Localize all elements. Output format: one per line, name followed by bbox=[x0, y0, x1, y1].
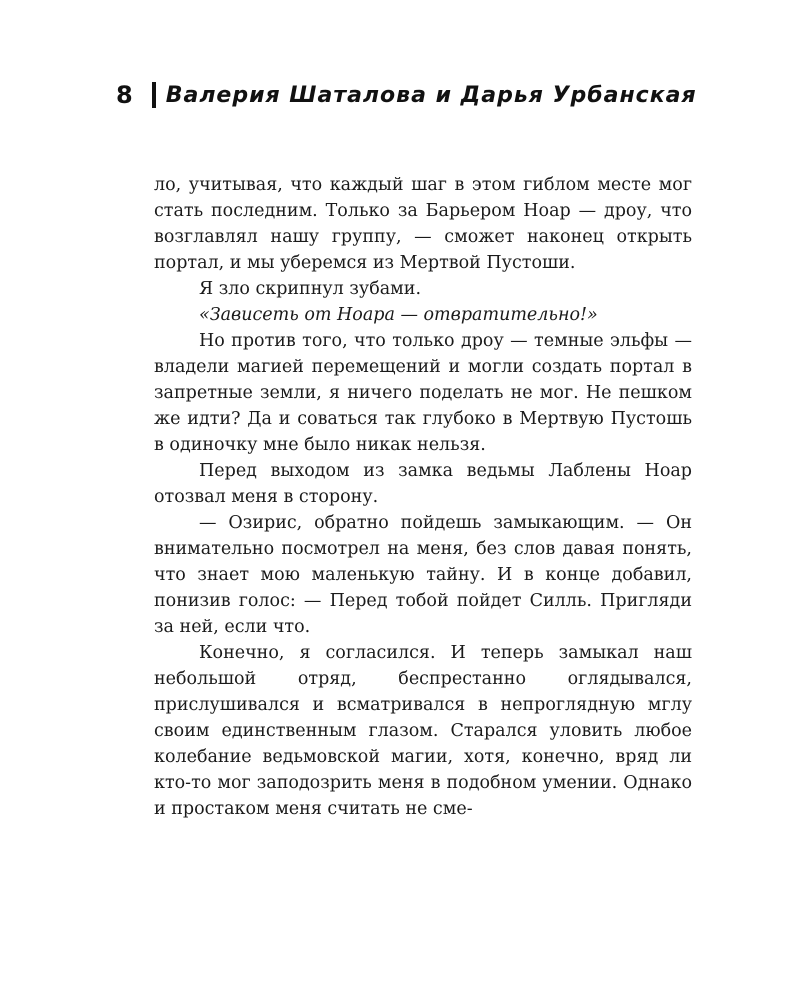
paragraph-continuation: ло, учитывая, что каждый шаг в этом гиблом месте мог стать последним. Только за Барьером Ноар — дроу, что возглавлял нашу группу, — сможет наконец открыть портал, и мы уберемся из Мертвой Пустоши. bbox=[154, 175, 692, 273]
paragraph-dialogue: — Озирис, обратно пойдешь замыкающим. — Он внимательно посмотрел на меня, без слов давая понять, что знает мою маленькую тайну. И в конце добавил, понизив голос: — Перед тобой пойдет Силль. Пригляди за ней, если что. bbox=[154, 513, 692, 637]
page-number: 8 bbox=[116, 81, 134, 109]
header-divider bbox=[152, 82, 156, 108]
book-authors: Валерия Шаталова и Дарья Урбанская bbox=[165, 82, 697, 108]
paragraph: Конечно, я согласился. И теперь замыкал наш небольшой отряд, беспрестанно оглядывался, прислушивался и всматривался в непроглядную мглу своим единственным глазом. Старался уловить любое колебание ведьмовской магии, хотя, конечно, вряд ли кто-то мог заподозрить меня в подобном умении. Однако и простаком меня считать не сме- bbox=[154, 643, 692, 819]
paragraph: Перед выходом из замка ведьмы Лаблены Ноар отозвал меня в сторону. bbox=[154, 461, 692, 507]
paragraph: Я зло скрипнул зубами. bbox=[199, 279, 422, 299]
running-head bbox=[116, 78, 697, 112]
page-body bbox=[154, 172, 692, 822]
paragraph-thought: «Зависеть от Ноара — отвратительно!» bbox=[199, 305, 598, 325]
paragraph: Но против того, что только дроу — темные эльфы — владели магией перемещений и могли создать портал в запретные земли, я ничего поделать не мог. Не пешком же идти? Да и соваться так глубоко в Мертвую Пустошь в одиночку мне было никак нельзя. bbox=[154, 331, 692, 455]
